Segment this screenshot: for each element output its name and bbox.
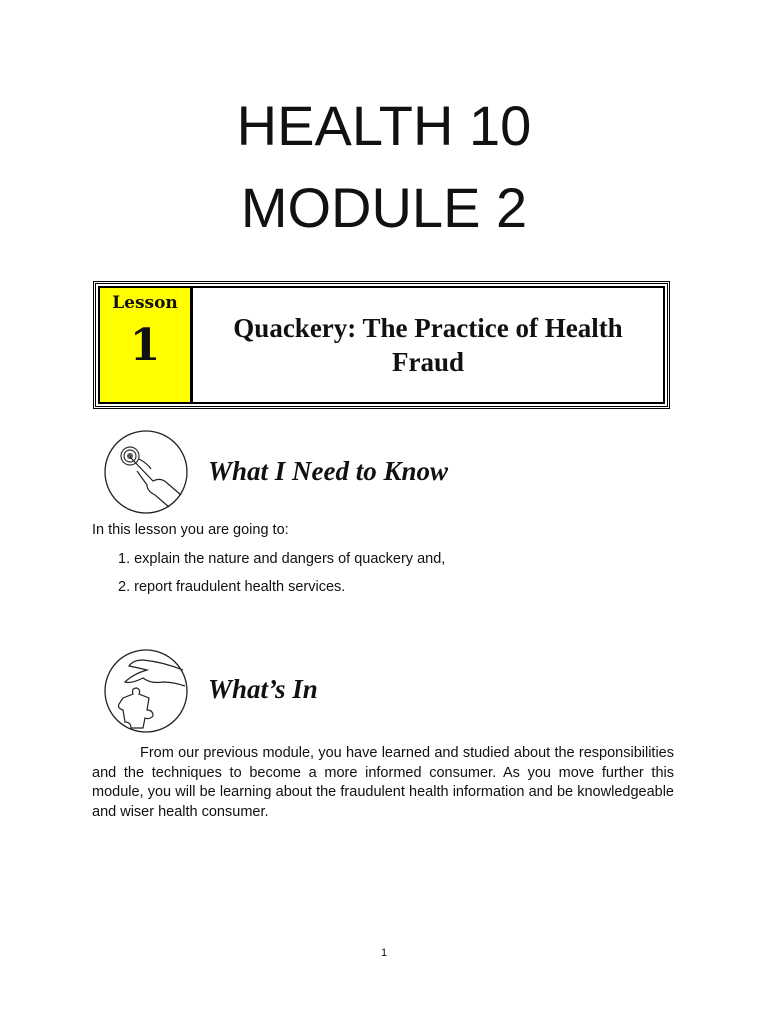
lesson-number-cell: [100, 288, 193, 402]
page-number: 1: [380, 947, 388, 959]
document-title-line2: MODULE 2: [240, 176, 528, 239]
lesson-title: Quackery: The Practice of Health Fraud: [233, 313, 623, 377]
whats-in-paragraph: From our previous module, you have learned and studied about the responsibilities and the techniques to become a more informed consumer. As you move further this module, you will be learning about the fraudulent health information and be knowledgeable and wiser health consumer.: [92, 745, 674, 820]
lesson-number: 1: [129, 320, 161, 371]
section-heading-whats-in: What’s In: [208, 674, 318, 704]
section-heading-what-i-need-to-know: What I Need to Know: [208, 456, 449, 486]
list-item: 1. explain the nature and dangers of quackery and,: [118, 551, 446, 567]
document-title-line1: HEALTH 10: [236, 94, 532, 157]
list-item: 2. report fraudulent health services.: [118, 579, 346, 595]
lesson-banner: [93, 281, 670, 409]
puzzle-hand-icon: [103, 648, 189, 734]
intro-text: In this lesson you are going to:: [92, 522, 289, 538]
finger-touch-icon: [103, 429, 189, 515]
lesson-label: Lesson: [112, 293, 178, 313]
